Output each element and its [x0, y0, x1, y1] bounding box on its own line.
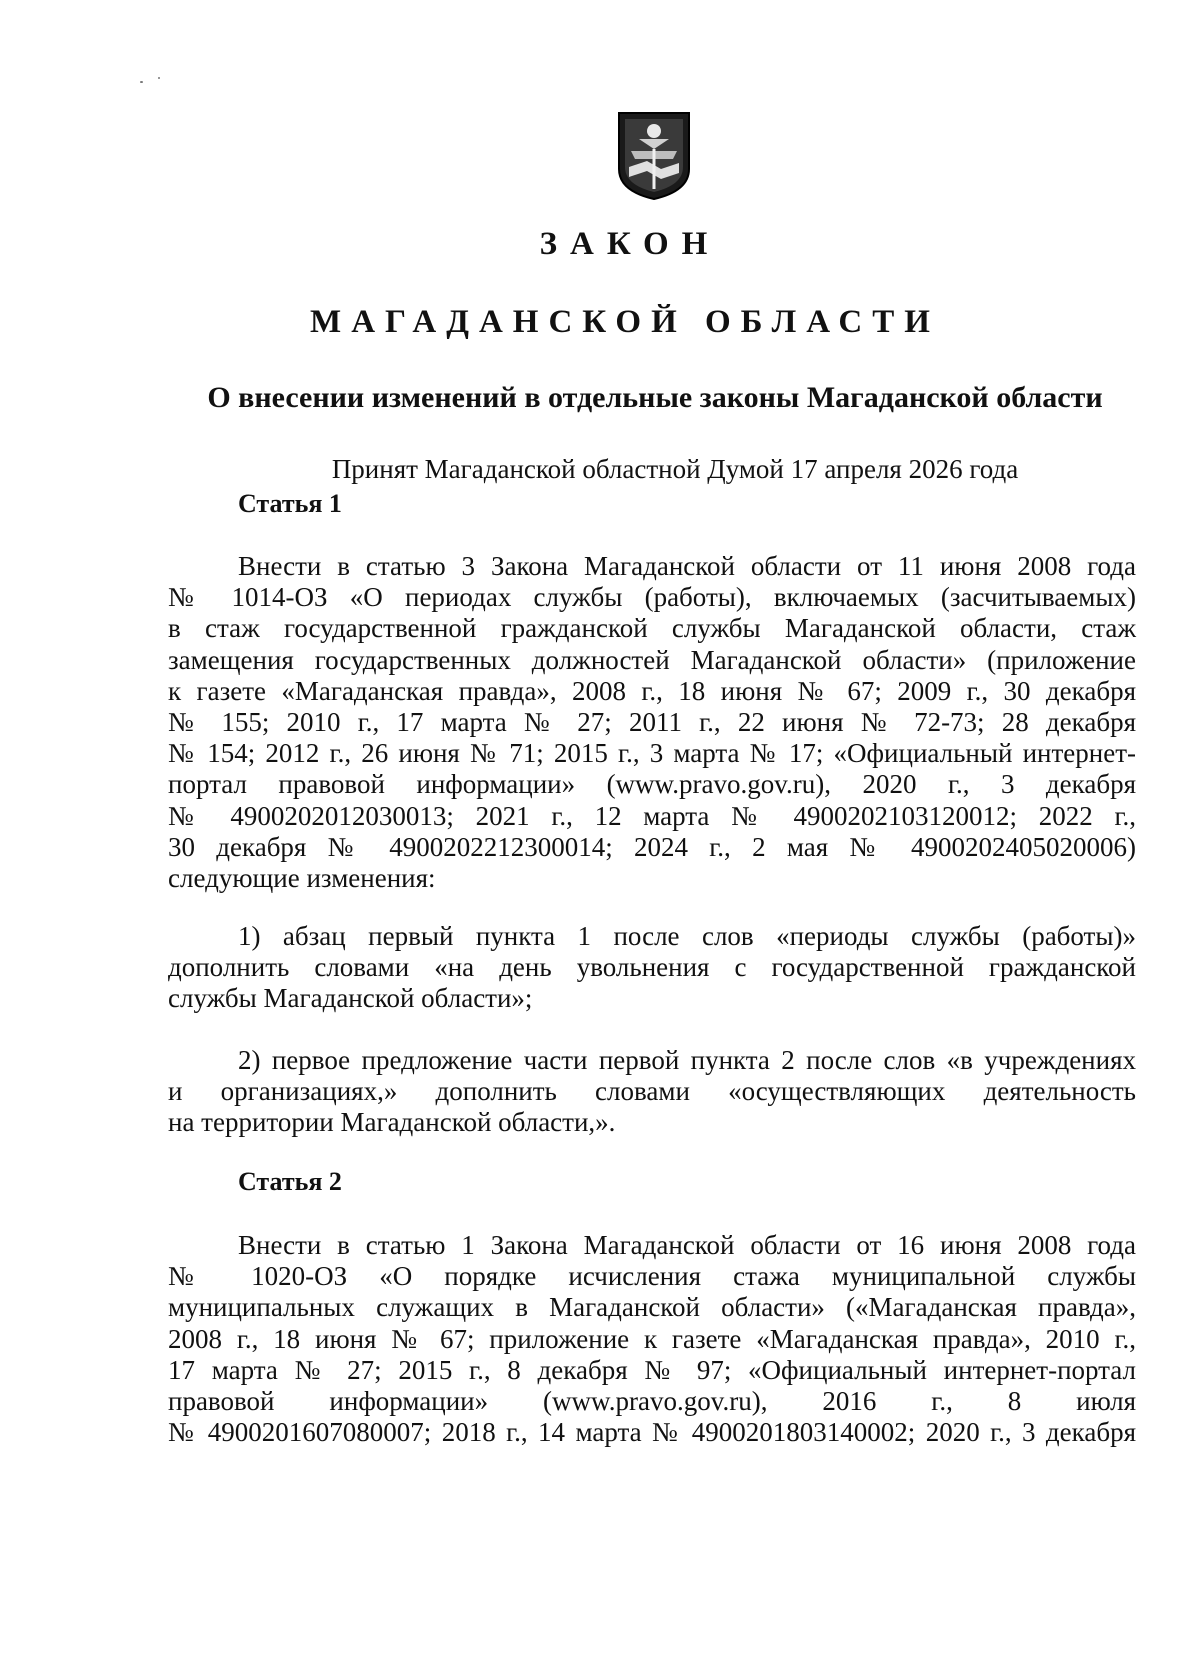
text-line: 1) абзац первый пункта 1 после слов «периоды службы (работы)» [238, 921, 1136, 951]
text-line: на территории Магаданской области,». [168, 1107, 616, 1138]
scan-speck [158, 77, 160, 79]
text-line: следующие изменения: [168, 863, 436, 894]
text-line: № 1020-ОЗ «О порядке исчисления стажа муниципальной службы [168, 1261, 1136, 1292]
text-line: № 1014-ОЗ «О периодах службы (работы), включаемых (засчитываемых) [168, 582, 1136, 613]
text-line: № 155; 2010 г., 17 марта № 27; 2011 г., 22 июня № 72-73; 28 декабря [168, 707, 1136, 738]
text-line: и организациях,» дополнить словами «осуществляющих деятельность [168, 1076, 1136, 1107]
text-line: к газете «Магаданская правда», 2008 г., 18 июня № 67; 2009 г., 30 декабря [168, 675, 1136, 706]
text-line: 30 декабря № 4900202212300014; 2024 г., 2 мая № 4900202405020006) [168, 831, 1136, 862]
document-title: ЗАКОН [539, 226, 721, 262]
text-line: № 4900201607080007; 2018 г., 14 марта № 4900201803140002; 2020 г., 3 декабря [168, 1417, 1136, 1448]
text-line: 2008 г., 18 июня № 67; приложение к газете «Магаданская правда», 2010 г., [168, 1323, 1136, 1354]
text-line: портал правовой информации» (www.pravo.gov.ru), 2020 г., 3 декабря [168, 769, 1136, 800]
text-line: Внести в статью 3 Закона Магаданской области от 11 июня 2008 года [238, 551, 1136, 581]
article-1-intro [168, 551, 1136, 894]
text-line: дополнить словами «на день увольнения с государственной гражданской [168, 952, 1136, 983]
text-line: 17 марта № 27; 2015 г., 8 декабря № 97; «Официальный интернет-портал [168, 1354, 1136, 1385]
adoption-line: Принят Магаданской областной Думой 17 апреля 2026 года [331, 454, 1019, 484]
text-line: службы Магаданской области»; [168, 983, 533, 1014]
region-title: МАГАДАНСКОЙ ОБЛАСТИ [310, 304, 940, 340]
law-subject: О внесении изменений в отдельные законы Магаданской области [207, 381, 1103, 414]
text-line: правовой информации» (www.pravo.gov.ru), 2016 г., 8 июля [168, 1386, 1136, 1417]
text-line: Внести в статью 1 Закона Магаданской области от 16 июня 2008 года [238, 1230, 1136, 1260]
article-1-item-1 [168, 921, 1136, 1015]
coat-of-arms-emblem [617, 111, 691, 201]
text-line: муниципальных служащих в Магаданской области» («Магаданская правда», [168, 1292, 1136, 1323]
article-2-intro [168, 1230, 1136, 1448]
scan-speck [140, 81, 143, 83]
text-line: № 4900202012030013; 2021 г., 12 марта № 4900202103120012; 2022 г., [168, 800, 1136, 831]
article-1-heading: Статья 1 [238, 489, 342, 518]
article-1-item-2 [168, 1045, 1136, 1139]
text-line: № 154; 2012 г., 26 июня № 71; 2015 г., 3 марта № 17; «Официальный интернет- [168, 738, 1136, 769]
article-2-heading: Статья 2 [238, 1167, 342, 1196]
text-line: замещения государственных должностей Магаданской области» (приложение [168, 644, 1136, 675]
text-line: в стаж государственной гражданской службы Магаданской области, стаж [168, 613, 1136, 644]
text-line: 2) первое предложение части первой пункта 2 после слов «в учреждениях [238, 1045, 1136, 1075]
